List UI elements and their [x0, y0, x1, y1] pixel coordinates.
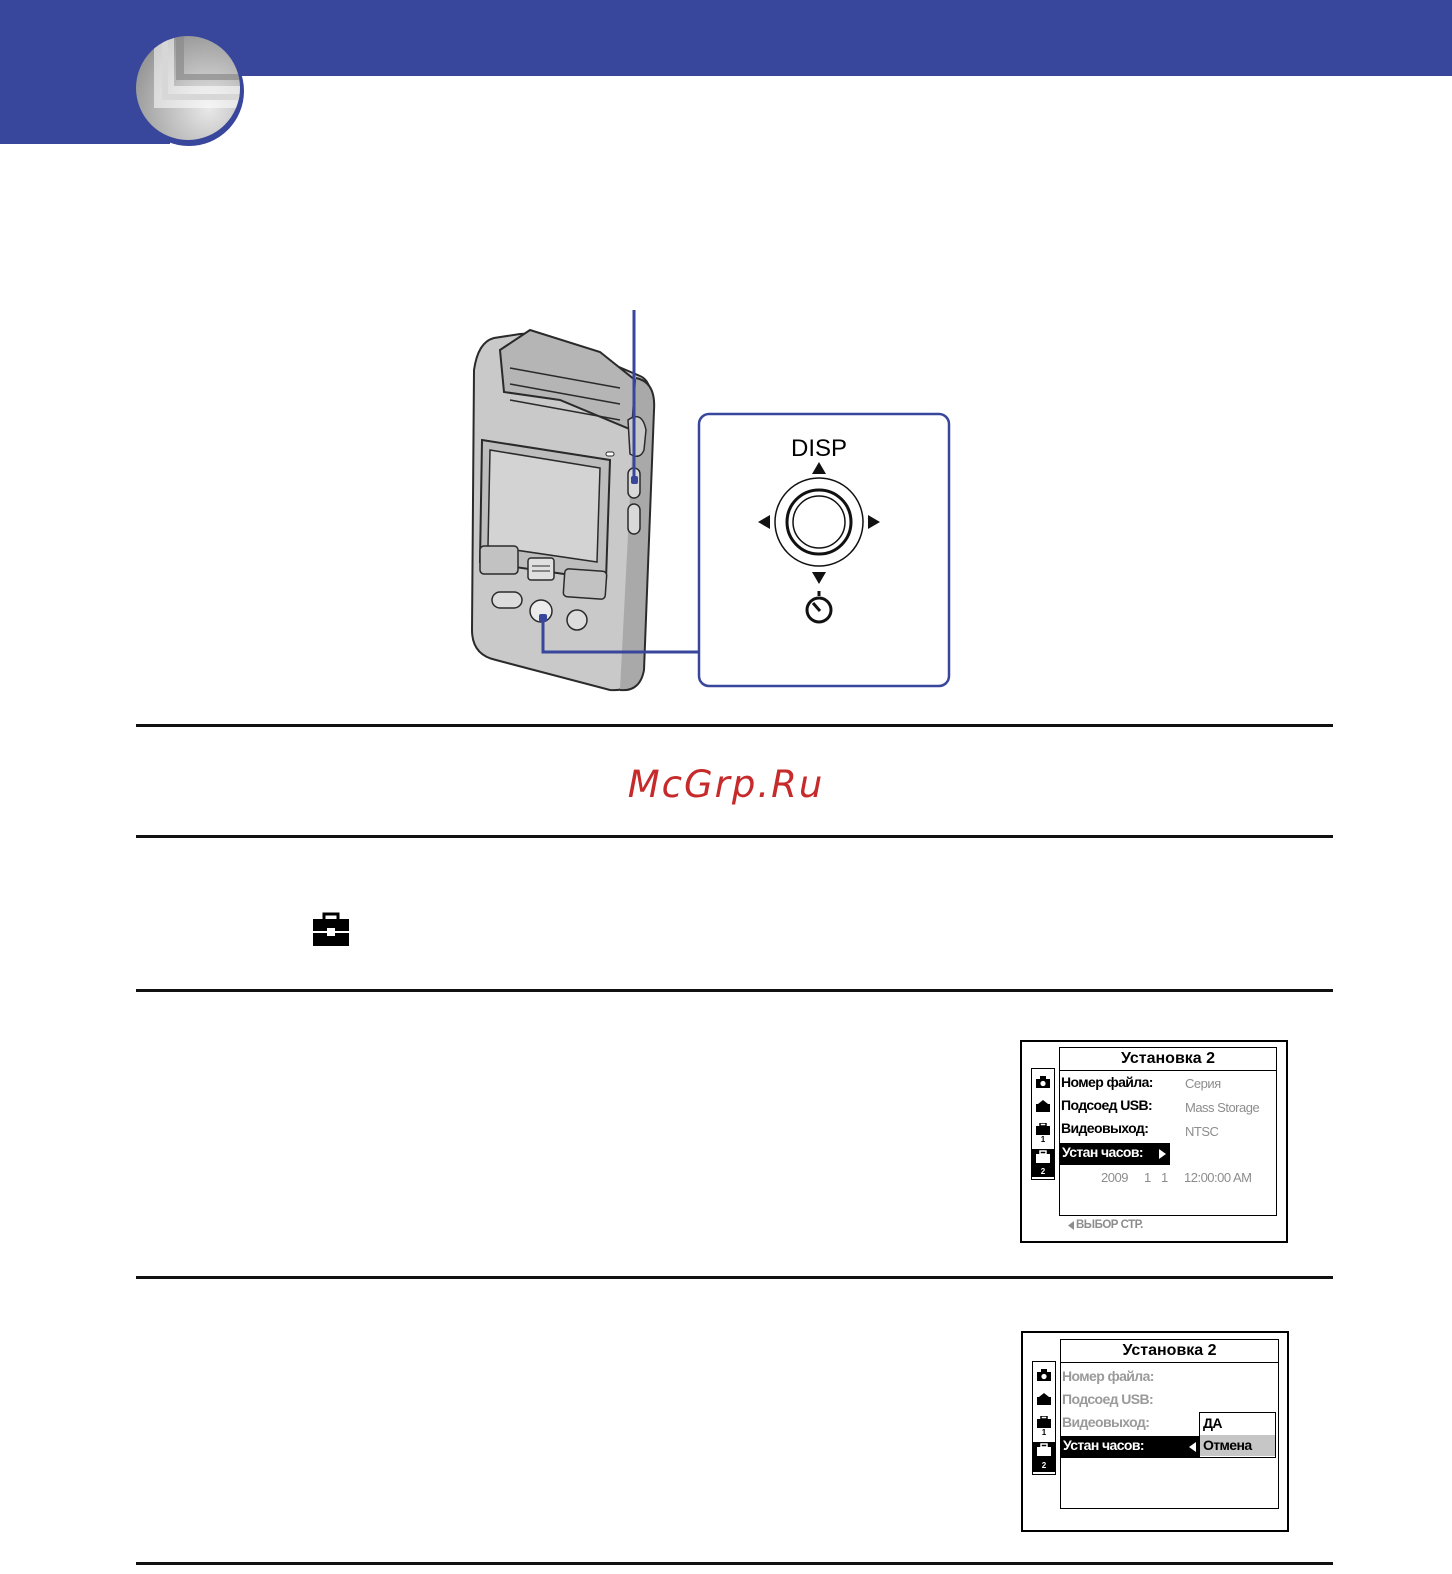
camera-body [472, 330, 654, 690]
menu-row-label: Номер файла: [1062, 1368, 1154, 1384]
setup-1-icon [1035, 1123, 1051, 1143]
menu-row-label: Устан часов: [1062, 1144, 1143, 1160]
chapter-emblem [136, 36, 240, 140]
lcd-screen-setup2-clock [1020, 1040, 1288, 1243]
clock-time: 12:00:00 AM [1184, 1170, 1252, 1185]
menu-row-label: Подсоед USB: [1062, 1391, 1154, 1407]
clock-year: 2009 [1101, 1170, 1128, 1185]
menu-row-label: Устан часов: [1063, 1437, 1144, 1453]
menu-row-value: NTSC [1185, 1124, 1219, 1139]
chapter-emblem-graphic [136, 36, 240, 140]
setup-1-icon [1036, 1416, 1052, 1436]
setup-2-icon [1032, 1149, 1054, 1177]
confirm-popup [1199, 1412, 1276, 1458]
page-select-hint: ВЫБОР СТР. [1076, 1219, 1143, 1231]
lcd-title: Установка 2 [1060, 1048, 1276, 1071]
svg-text:2: 2 [1040, 1167, 1046, 1176]
option-cancel[interactable]: Отмена [1200, 1435, 1275, 1456]
menu-row-label[interactable]: Подсоед USB: [1061, 1097, 1153, 1113]
left-arrow-icon [1068, 1221, 1074, 1230]
dpad-top-label: DISP [790, 435, 848, 462]
menu-row-label[interactable]: Номер файла: [1061, 1074, 1153, 1090]
clock-day: 1 [1161, 1170, 1168, 1185]
toolbox-icon [312, 911, 350, 947]
menu-row-selected[interactable] [1060, 1143, 1170, 1165]
left-arrow-icon [1189, 1442, 1196, 1452]
divider [136, 1562, 1333, 1565]
lcd-tab-sidebar [1032, 1361, 1056, 1475]
divider [136, 989, 1333, 992]
setup-2-icon [1033, 1442, 1055, 1472]
lcd-screen-setup2-confirm [1021, 1331, 1289, 1532]
right-arrow-icon [1159, 1149, 1166, 1159]
menu-row-label: Видеовыход: [1062, 1414, 1150, 1430]
svg-text:1: 1 [1040, 1135, 1046, 1143]
clock-month: 1 [1144, 1170, 1151, 1185]
camera-illustration [460, 300, 960, 700]
camera-icon [1036, 1368, 1052, 1382]
camera-icon [1035, 1075, 1051, 1089]
menu-row-value: Серия [1185, 1076, 1221, 1091]
lcd-menu-panel [1059, 1047, 1277, 1216]
menu-row-label[interactable]: Видеовыход: [1061, 1120, 1149, 1136]
svg-text:2: 2 [1041, 1461, 1047, 1470]
watermark: McGrp.Ru [627, 763, 825, 806]
svg-text:1: 1 [1041, 1428, 1047, 1436]
lcd-tab-sidebar [1031, 1068, 1055, 1180]
menu-row-selected[interactable] [1061, 1436, 1199, 1458]
menu-row-value: Mass Storage [1185, 1100, 1260, 1115]
camcorder-icon [1036, 1392, 1052, 1406]
lcd-title: Установка 2 [1061, 1340, 1278, 1363]
divider [136, 724, 1333, 727]
option-yes[interactable]: ДА [1203, 1415, 1222, 1431]
divider [136, 835, 1333, 838]
lcd-menu-panel [1060, 1339, 1279, 1509]
divider [136, 1276, 1333, 1279]
camcorder-icon [1035, 1099, 1051, 1113]
